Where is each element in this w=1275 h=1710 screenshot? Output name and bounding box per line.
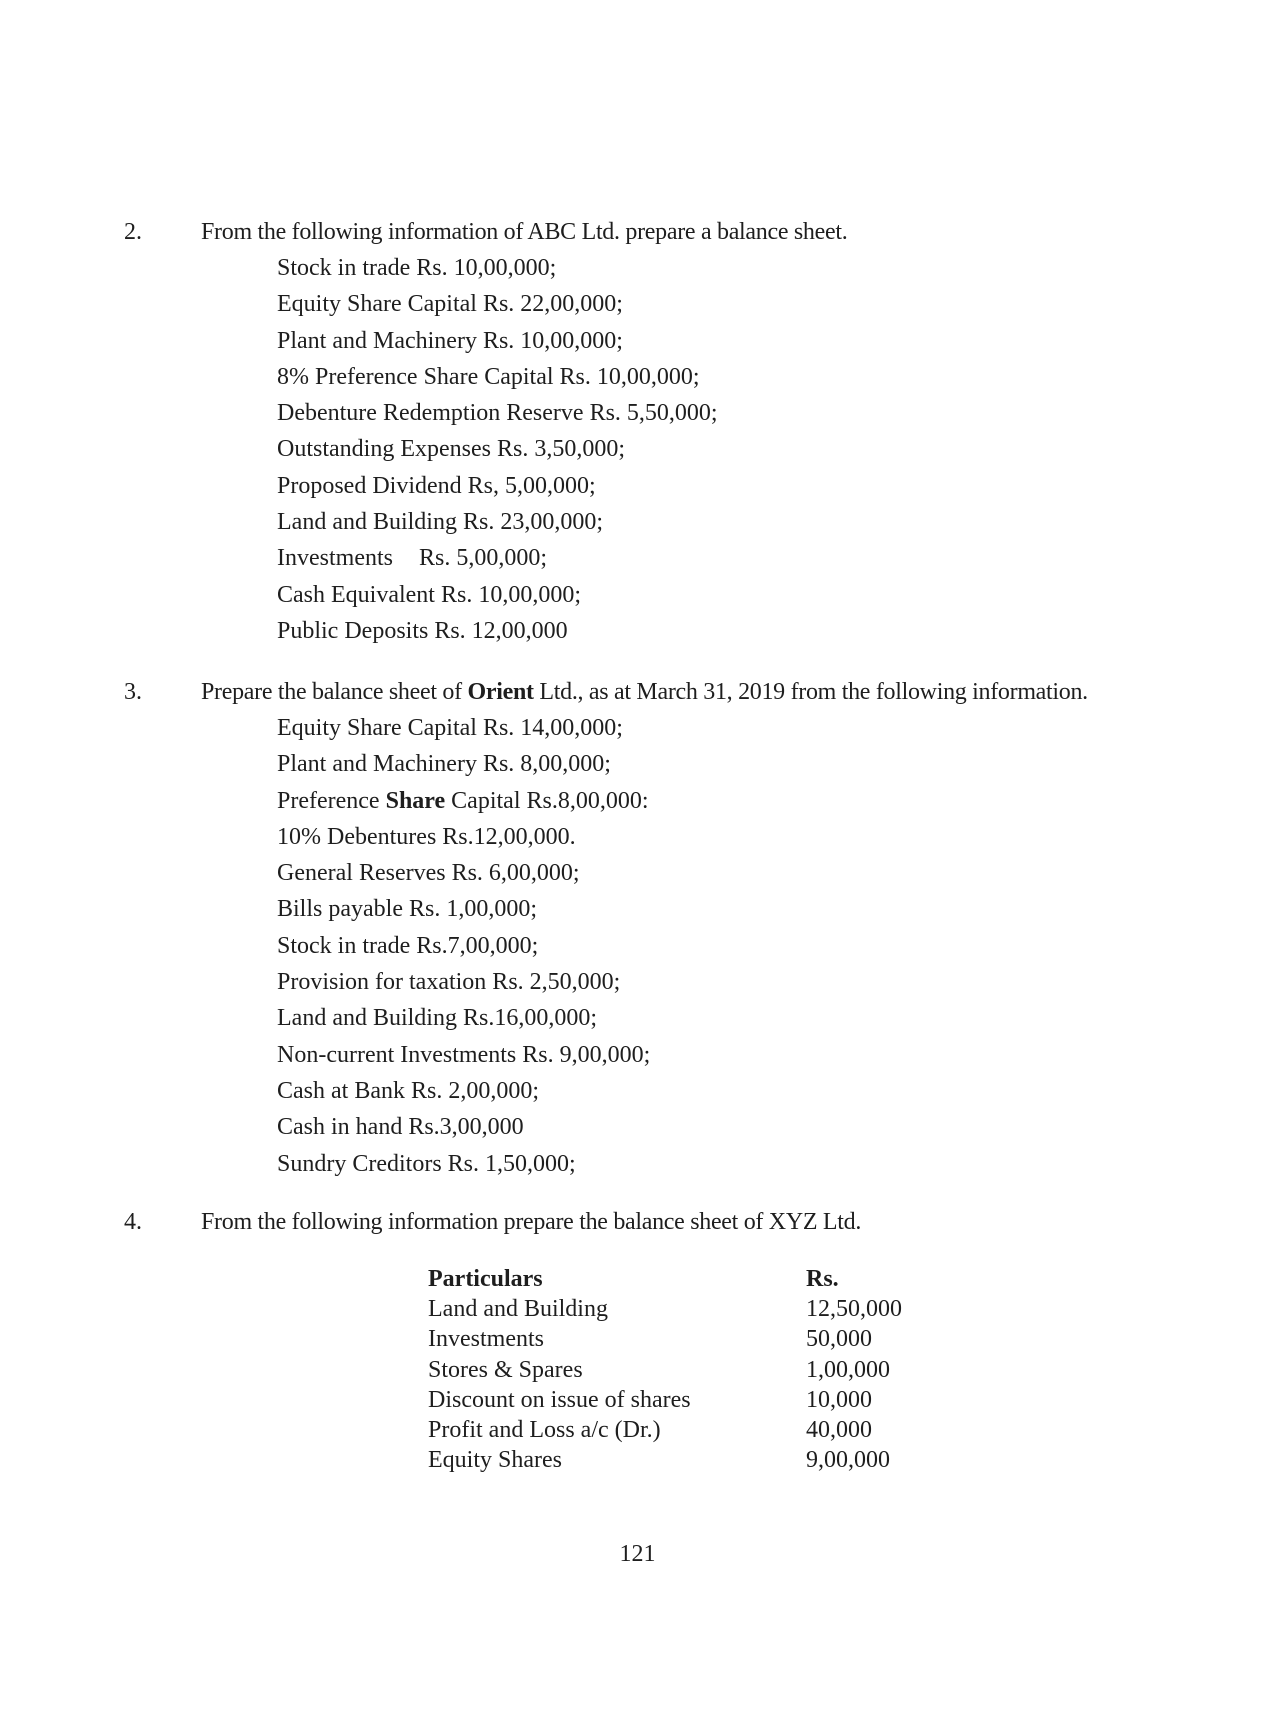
table-cell-particular: Profit and Loss a/c (Dr.) <box>428 1417 661 1444</box>
table-cell-amount: 50,000 <box>806 1326 872 1353</box>
table-cell-amount: 9,00,000 <box>806 1447 890 1474</box>
list-item: 8% Preference Share Capital Rs. 10,00,000; <box>277 363 700 390</box>
column-header-amount: Rs. <box>806 1266 839 1292</box>
table-row <box>428 1385 902 1415</box>
question-number: 2. <box>124 219 142 245</box>
list-item: Proposed Dividend Rs, 5,00,000; <box>277 472 596 499</box>
list-item <box>277 540 718 576</box>
list-item: Public Deposits Rs. 12,00,000 <box>277 617 568 644</box>
list-item: Stock in trade Rs. 10,00,000; <box>277 255 557 281</box>
list-item: Outstanding Expenses Rs. 3,50,000; <box>277 436 625 463</box>
question-text: From the following information prepare the balance sheet of XYZ Ltd. <box>201 1209 862 1235</box>
table-cell-amount: 10,000 <box>806 1386 872 1413</box>
table-cell-particular: Equity Shares <box>428 1447 562 1474</box>
table-row <box>428 1355 902 1385</box>
list-item: Plant and Machinery Rs. 8,00,000; <box>277 751 611 778</box>
list-item: Stock in trade Rs.7,00,000; <box>277 932 539 959</box>
table-cell-amount: 12,50,000 <box>806 1296 902 1323</box>
column-header-particulars: Particulars <box>428 1266 543 1292</box>
list-item: Plant and Machinery Rs. 10,00,000; <box>277 327 623 354</box>
question-text-part: Prepare the balance sheet of <box>201 679 468 705</box>
table-cell-amount: 40,000 <box>806 1417 872 1444</box>
list-item: Non-current Investments Rs. 9,00,000; <box>277 1041 651 1068</box>
table-cell-particular: Discount on issue of shares <box>428 1386 691 1413</box>
list-item: Equity Share Capital Rs. 14,00,000; <box>277 715 623 741</box>
list-item: Cash in hand Rs.3,00,000 <box>277 1114 524 1141</box>
question-number: 4. <box>124 1209 142 1235</box>
list-item: Land and Building Rs.16,00,000; <box>277 1005 597 1032</box>
list-item: Cash Equivalent Rs. 10,00,000; <box>277 581 581 608</box>
item-list <box>277 710 650 1182</box>
item-list <box>277 250 718 649</box>
table-row <box>428 1415 902 1445</box>
question-text-part: Ltd., as at March 31, 2019 from the following information. <box>533 679 1088 705</box>
question-number: 3. <box>124 679 142 705</box>
list-item: Sundry Creditors Rs. 1,50,000; <box>277 1150 576 1177</box>
list-item: Debenture Redemption Reserve Rs. 5,50,000; <box>277 400 718 427</box>
list-item: General Reserves Rs. 6,00,000; <box>277 860 580 887</box>
company-name: Orient <box>467 679 534 705</box>
list-item: Bills payable Rs. 1,00,000; <box>277 896 537 923</box>
item-label: Investments <box>277 545 393 572</box>
table-row <box>428 1445 902 1475</box>
page-number: 121 <box>619 1541 656 1567</box>
list-item: Cash at Bank Rs. 2,00,000; <box>277 1077 539 1104</box>
question-text <box>201 674 1088 710</box>
table-row <box>428 1324 902 1354</box>
table-row <box>428 1294 902 1324</box>
table-cell-particular: Stores & Spares <box>428 1356 583 1383</box>
list-item: Provision for taxation Rs. 2,50,000; <box>277 969 621 996</box>
item-text-part: Capital Rs.8,00,000: <box>445 787 649 814</box>
list-item: Equity Share Capital Rs. 22,00,000; <box>277 291 623 318</box>
table-cell-particular: Investments <box>428 1326 544 1353</box>
table-cell-particular: Land and Building <box>428 1296 608 1323</box>
list-item: 10% Debentures Rs.12,00,000. <box>277 823 576 850</box>
table-cell-amount: 1,00,000 <box>806 1356 890 1383</box>
list-item: Land and Building Rs. 23,00,000; <box>277 509 603 536</box>
table-header-row <box>428 1264 902 1294</box>
list-item <box>277 783 650 819</box>
item-bold-text: Share <box>385 787 446 814</box>
item-amount: Rs. 5,00,000; <box>418 545 547 572</box>
item-text-part: Preference <box>277 787 386 814</box>
particulars-table <box>428 1264 902 1475</box>
question-text: From the following information of ABC Ltd. prepare a balance sheet. <box>201 219 848 245</box>
